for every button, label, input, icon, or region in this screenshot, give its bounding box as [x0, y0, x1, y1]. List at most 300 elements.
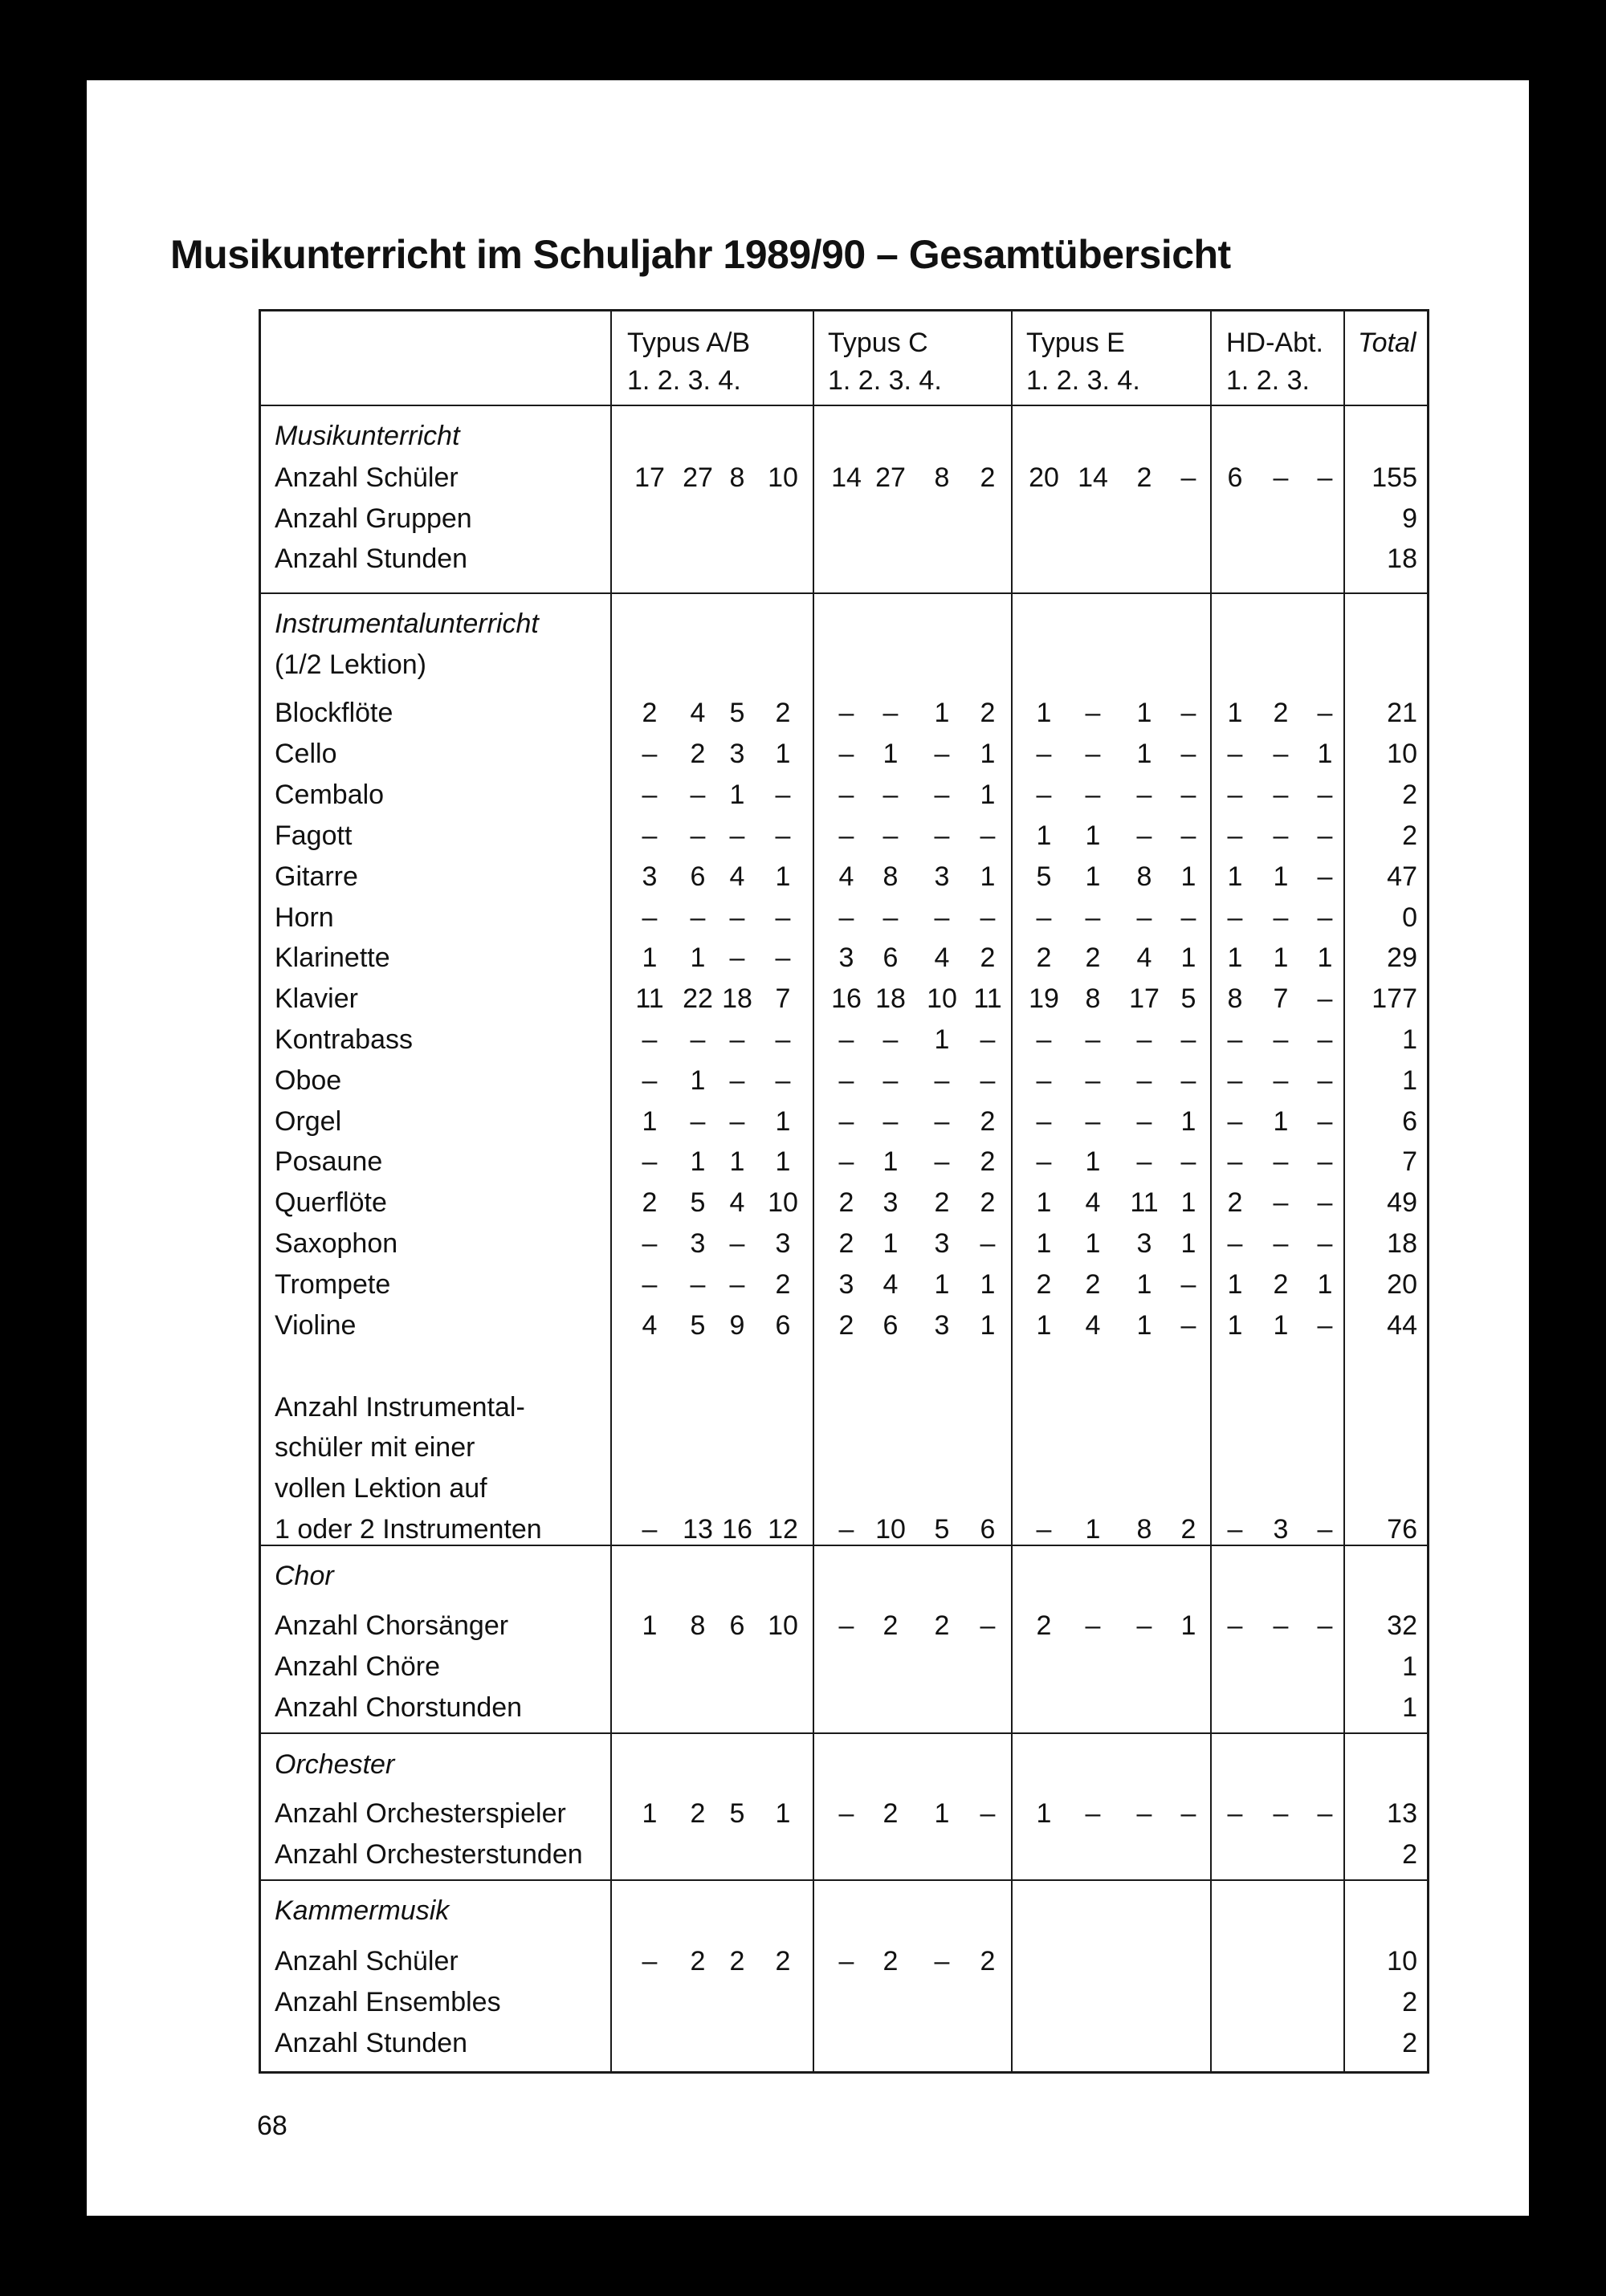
- row-label: Kontrabass: [275, 1024, 413, 1055]
- table-cell: 1: [1273, 1310, 1289, 1341]
- table-cell: 11: [973, 983, 1002, 1014]
- table-cell: –: [775, 1024, 791, 1055]
- row-label: Anzahl Chorstunden: [275, 1692, 523, 1723]
- table-cell: 4: [729, 1187, 745, 1218]
- table-cell: 1: [980, 739, 996, 769]
- table-cell: 2: [1036, 942, 1052, 973]
- table-cell: 2: [729, 1946, 745, 1976]
- row-label: Anzahl Schüler: [275, 462, 459, 493]
- total-cell: 2: [1402, 1987, 1417, 2017]
- table-cell: 4: [690, 698, 706, 728]
- table-cell: 3: [934, 1310, 950, 1341]
- table-cell: 1: [1136, 739, 1152, 769]
- table-cell: 6: [882, 1310, 899, 1341]
- table-cell: –: [1227, 1610, 1243, 1641]
- table-cell: –: [838, 1798, 854, 1829]
- table-cell: –: [642, 902, 658, 933]
- table-cell: –: [775, 942, 791, 973]
- table-cell: 11: [1130, 1187, 1159, 1218]
- table-cell: 1: [642, 942, 658, 973]
- table-cell: –: [934, 1146, 950, 1177]
- table-cell: 1: [775, 861, 791, 892]
- table-cell: –: [642, 1024, 658, 1055]
- table-cell: 1: [1036, 1187, 1052, 1218]
- table-cell: –: [1273, 902, 1289, 933]
- table-cell: 2: [1036, 1269, 1052, 1300]
- table-cell: –: [1036, 1065, 1052, 1096]
- table-cell: –: [882, 1106, 899, 1137]
- table-cell: –: [934, 739, 950, 769]
- table-cell: 3: [882, 1187, 899, 1218]
- table-cell: –: [1085, 902, 1101, 933]
- table-cell: –: [1085, 780, 1101, 810]
- table-cell: 2: [1085, 942, 1101, 973]
- table-cell: –: [934, 1106, 950, 1137]
- row-label: Anzahl Schüler: [275, 1946, 459, 1976]
- section-heading: Chor: [275, 1561, 334, 1591]
- table-cell: –: [690, 820, 706, 851]
- table-cell: 10: [927, 983, 957, 1014]
- table-cell: –: [1136, 1024, 1152, 1055]
- total-cell: 1: [1402, 1024, 1417, 1055]
- table-cell: –: [1036, 1106, 1052, 1137]
- table-cell: –: [1085, 1065, 1101, 1096]
- table-cell: –: [1317, 698, 1333, 728]
- row-label: Anzahl Ensembles: [275, 1987, 501, 2017]
- table-cell: –: [1317, 1798, 1333, 1829]
- table-cell: –: [838, 1065, 854, 1096]
- table-cell: 2: [1085, 1269, 1101, 1300]
- row-label: Orgel: [275, 1106, 342, 1137]
- table-row: [261, 1647, 1427, 1687]
- row-label: Anzahl Gruppen: [275, 503, 472, 534]
- table-cell: –: [882, 1024, 899, 1055]
- table-cell: –: [1085, 1610, 1101, 1641]
- table-cell: –: [690, 1106, 706, 1137]
- page-number: 68: [257, 2111, 287, 2141]
- table-row: [261, 1606, 1427, 1647]
- column-group-header: Typus E: [1026, 328, 1125, 358]
- section-divider: [261, 405, 1427, 406]
- total-cell: 2: [1402, 1839, 1417, 1870]
- table-cell: 1: [1085, 820, 1101, 851]
- table-cell: 2: [642, 698, 658, 728]
- total-cell: 18: [1387, 1228, 1417, 1259]
- table-cell: 6: [729, 1610, 745, 1641]
- table-cell: 1: [934, 1024, 950, 1055]
- table-cell: 1: [1136, 698, 1152, 728]
- table-cell: –: [1227, 820, 1243, 851]
- table-cell: 6: [690, 861, 706, 892]
- table-cell: –: [1317, 1187, 1333, 1218]
- table-cell: –: [1180, 1146, 1196, 1177]
- table-cell: 1: [1180, 942, 1196, 973]
- table-row: [261, 1427, 1427, 1468]
- section-heading: Kammermusik: [275, 1895, 450, 1926]
- table-cell: 6: [882, 942, 899, 973]
- table-cell: –: [980, 820, 996, 851]
- table-cell: 1: [1136, 1310, 1152, 1341]
- row-label: Anzahl Orchesterstunden: [275, 1839, 583, 1870]
- total-cell: 32: [1387, 1610, 1417, 1641]
- table-cell: –: [1227, 1065, 1243, 1096]
- section-divider: [261, 1879, 1427, 1881]
- table-cell: 1: [1273, 861, 1289, 892]
- column-group-header: HD-Abt.: [1226, 328, 1323, 358]
- table-cell: 2: [980, 1106, 996, 1137]
- table-cell: –: [690, 780, 706, 810]
- table-cell: 1: [690, 942, 706, 973]
- table-row: [261, 1468, 1427, 1509]
- page-title: Musikunterricht im Schuljahr 1989/90 – Gesamtübersicht: [170, 232, 1231, 277]
- table-cell: 2: [690, 739, 706, 769]
- total-cell: 21: [1387, 698, 1417, 728]
- table-row: [261, 458, 1427, 499]
- table-cell: –: [1317, 1610, 1333, 1641]
- table-cell: 1: [775, 1146, 791, 1177]
- table-cell: 1: [642, 1798, 658, 1829]
- row-label: 1 oder 2 Instrumenten: [275, 1514, 542, 1545]
- table-cell: 22: [683, 983, 713, 1014]
- section-heading: Musikunterricht: [275, 421, 460, 451]
- table-cell: 5: [1180, 983, 1196, 1014]
- row-label: Gitarre: [275, 861, 358, 892]
- table-cell: –: [1036, 739, 1052, 769]
- table-cell: –: [1180, 1024, 1196, 1055]
- total-cell: 10: [1387, 739, 1417, 769]
- row-label: Posaune: [275, 1146, 383, 1177]
- table-cell: 2: [934, 1187, 950, 1218]
- table-row: [261, 1982, 1427, 2023]
- table-cell: –: [729, 902, 745, 933]
- table-cell: 1: [1036, 820, 1052, 851]
- row-label: Anzahl Chöre: [275, 1651, 441, 1682]
- table-cell: 1: [1085, 1514, 1101, 1545]
- table-cell: 17: [1129, 983, 1160, 1014]
- table-cell: 2: [838, 1228, 854, 1259]
- table-cell: –: [1085, 1798, 1101, 1829]
- table-cell: 10: [768, 462, 798, 493]
- total-cell: 1: [1402, 1651, 1417, 1682]
- total-cell: 7: [1402, 1146, 1417, 1177]
- table-cell: –: [1085, 698, 1101, 728]
- table-row: [261, 857, 1427, 898]
- table-cell: –: [690, 1269, 706, 1300]
- table-cell: 27: [683, 462, 713, 493]
- column-group-header: Typus A/B: [627, 328, 751, 358]
- row-label: Anzahl Chorsänger: [275, 1610, 509, 1641]
- table-cell: 1: [882, 739, 899, 769]
- table-cell: 1: [1317, 942, 1333, 973]
- table-cell: 2: [980, 698, 996, 728]
- table-cell: –: [642, 1946, 658, 1976]
- table-cell: 1: [1227, 942, 1243, 973]
- table-cell: –: [1273, 1228, 1289, 1259]
- overview-table: [259, 309, 1429, 2074]
- table-cell: –: [642, 780, 658, 810]
- total-cell: 10: [1387, 1946, 1417, 1976]
- table-cell: –: [1273, 1065, 1289, 1096]
- total-cell: 49: [1387, 1187, 1417, 1218]
- table-cell: 1: [980, 1269, 996, 1300]
- table-row: [261, 499, 1427, 539]
- table-cell: –: [838, 1610, 854, 1641]
- table-row: [261, 1834, 1427, 1875]
- table-cell: 2: [980, 1946, 996, 1976]
- table-cell: 1: [1036, 1798, 1052, 1829]
- table-row: [261, 1264, 1427, 1305]
- table-cell: –: [1317, 462, 1333, 493]
- table-cell: 1: [642, 1610, 658, 1641]
- row-label: Cello: [275, 739, 337, 769]
- table-cell: –: [980, 1610, 996, 1641]
- table-cell: –: [1136, 780, 1152, 810]
- total-cell: 6: [1402, 1106, 1417, 1137]
- row-label: Horn: [275, 902, 334, 933]
- table-row: [261, 1793, 1427, 1834]
- table-cell: –: [690, 902, 706, 933]
- table-cell: 16: [831, 983, 862, 1014]
- table-cell: –: [1085, 1106, 1101, 1137]
- table-cell: 4: [838, 861, 854, 892]
- total-cell: 177: [1372, 983, 1417, 1014]
- column-group-header: Typus C: [828, 328, 928, 358]
- table-cell: –: [1273, 820, 1289, 851]
- table-cell: –: [729, 1024, 745, 1055]
- table-cell: –: [934, 780, 950, 810]
- table-cell: 1: [1085, 1146, 1101, 1177]
- table-cell: –: [1136, 1146, 1152, 1177]
- table-cell: 6: [775, 1310, 791, 1341]
- table-cell: –: [775, 1065, 791, 1096]
- table-cell: –: [1317, 780, 1333, 810]
- table-cell: 5: [729, 1798, 745, 1829]
- table-cell: 2: [882, 1610, 899, 1641]
- total-cell: 29: [1387, 942, 1417, 973]
- table-cell: 18: [875, 983, 906, 1014]
- table-row: [261, 1183, 1427, 1223]
- table-cell: 2: [934, 1610, 950, 1641]
- table-cell: 1: [1036, 1228, 1052, 1259]
- table-cell: 1: [775, 1798, 791, 1829]
- table-cell: 2: [775, 1946, 791, 1976]
- total-cell: 44: [1387, 1310, 1417, 1341]
- table-cell: 5: [1036, 861, 1052, 892]
- table-cell: 1: [934, 698, 950, 728]
- table-row: [261, 734, 1427, 775]
- table-cell: –: [1136, 902, 1152, 933]
- table-cell: 1: [980, 861, 996, 892]
- table-cell: 8: [1136, 1514, 1152, 1545]
- table-cell: –: [1227, 780, 1243, 810]
- table-cell: –: [838, 1946, 854, 1976]
- table-cell: 2: [980, 1187, 996, 1218]
- table-cell: –: [1180, 902, 1196, 933]
- row-label: (1/2 Lektion): [275, 649, 426, 680]
- table-cell: –: [838, 1024, 854, 1055]
- table-cell: –: [838, 698, 854, 728]
- table-cell: –: [690, 1024, 706, 1055]
- table-cell: 1: [1317, 739, 1333, 769]
- table-row: [261, 416, 1427, 457]
- table-cell: 7: [1273, 983, 1289, 1014]
- table-cell: –: [882, 902, 899, 933]
- table-cell: –: [729, 1106, 745, 1137]
- table-cell: –: [729, 942, 745, 973]
- table-cell: 1: [729, 1146, 745, 1177]
- total-cell: 2: [1402, 820, 1417, 851]
- section-divider: [261, 592, 1427, 594]
- table-cell: 3: [1273, 1514, 1289, 1545]
- table-cell: 1: [1036, 698, 1052, 728]
- table-cell: –: [934, 820, 950, 851]
- table-cell: 12: [768, 1514, 798, 1545]
- table-cell: 1: [1085, 861, 1101, 892]
- table-cell: –: [838, 780, 854, 810]
- total-cell: 1: [1402, 1065, 1417, 1096]
- table-cell: –: [642, 1269, 658, 1300]
- table-cell: –: [642, 739, 658, 769]
- table-cell: –: [642, 1228, 658, 1259]
- table-cell: 14: [831, 462, 862, 493]
- total-cell: 2: [1402, 2028, 1417, 2058]
- table-cell: 4: [642, 1310, 658, 1341]
- table-cell: 3: [934, 861, 950, 892]
- table-row: [261, 1941, 1427, 1982]
- table-cell: –: [1136, 1610, 1152, 1641]
- table-cell: –: [1136, 1798, 1152, 1829]
- table-row: [261, 1060, 1427, 1101]
- total-cell: 20: [1387, 1269, 1417, 1300]
- table-cell: –: [1180, 1269, 1196, 1300]
- table-cell: 2: [1036, 1610, 1052, 1641]
- row-label: Querflöte: [275, 1187, 387, 1218]
- table-cell: 2: [690, 1946, 706, 1976]
- table-cell: 1: [642, 1106, 658, 1137]
- table-cell: 8: [882, 861, 899, 892]
- table-cell: –: [1273, 1146, 1289, 1177]
- table-cell: 1: [1036, 1310, 1052, 1341]
- table-cell: –: [729, 1065, 745, 1096]
- table-cell: –: [980, 1024, 996, 1055]
- row-label: Saxophon: [275, 1228, 398, 1259]
- table-cell: –: [934, 902, 950, 933]
- table-cell: –: [1273, 1798, 1289, 1829]
- row-label: Fagott: [275, 820, 353, 851]
- row-label: Cembalo: [275, 780, 385, 810]
- table-cell: 3: [1136, 1228, 1152, 1259]
- table-cell: 8: [1085, 983, 1101, 1014]
- table-cell: 1: [1227, 1310, 1243, 1341]
- table-cell: 1: [1180, 861, 1196, 892]
- row-label: Anzahl Stunden: [275, 2028, 468, 2058]
- table-cell: 8: [690, 1610, 706, 1641]
- table-cell: 1: [775, 1106, 791, 1137]
- row-label: Anzahl Orchesterspieler: [275, 1798, 566, 1829]
- table-row: [261, 1101, 1427, 1142]
- table-cell: 4: [934, 942, 950, 973]
- table-cell: 1: [1180, 1106, 1196, 1137]
- table-cell: 4: [882, 1269, 899, 1300]
- table-row: [261, 1744, 1427, 1785]
- table-row: [261, 693, 1427, 734]
- table-cell: –: [1036, 902, 1052, 933]
- table-cell: 9: [729, 1310, 745, 1341]
- table-cell: –: [980, 1798, 996, 1829]
- table-cell: –: [1317, 1106, 1333, 1137]
- table-cell: 1: [1317, 1269, 1333, 1300]
- table-cell: –: [1317, 1310, 1333, 1341]
- row-label: Klarinette: [275, 942, 390, 973]
- table-cell: –: [1180, 1798, 1196, 1829]
- table-cell: –: [882, 698, 899, 728]
- table-cell: 2: [980, 462, 996, 493]
- table-cell: 1: [980, 780, 996, 810]
- row-label: Anzahl Stunden: [275, 543, 468, 574]
- table-cell: –: [980, 1065, 996, 1096]
- table-cell: 1: [729, 780, 745, 810]
- table-row: [261, 1305, 1427, 1346]
- table-cell: 2: [1273, 1269, 1289, 1300]
- row-label: Violine: [275, 1310, 357, 1341]
- table-cell: –: [1227, 1106, 1243, 1137]
- table-cell: –: [1317, 1146, 1333, 1177]
- section-heading: Instrumentalunterricht: [275, 609, 539, 639]
- table-cell: –: [980, 1228, 996, 1259]
- table-cell: 2: [1136, 462, 1152, 493]
- table-cell: –: [1180, 780, 1196, 810]
- table-cell: 2: [882, 1798, 899, 1829]
- table-row: [261, 1223, 1427, 1264]
- table-cell: 1: [980, 1310, 996, 1341]
- total-cell: 18: [1387, 543, 1417, 574]
- table-cell: 10: [768, 1187, 798, 1218]
- table-cell: –: [642, 1065, 658, 1096]
- table-cell: –: [1180, 462, 1196, 493]
- table-cell: –: [729, 1269, 745, 1300]
- table-cell: –: [1036, 1146, 1052, 1177]
- table-cell: 20: [1029, 462, 1059, 493]
- row-label: Blockflöte: [275, 698, 393, 728]
- table-cell: –: [1273, 1187, 1289, 1218]
- table-row: [261, 604, 1427, 645]
- table-cell: –: [1227, 1024, 1243, 1055]
- table-cell: 2: [775, 698, 791, 728]
- table-cell: –: [882, 820, 899, 851]
- table-cell: –: [1085, 1024, 1101, 1055]
- table-cell: –: [1317, 861, 1333, 892]
- table-row: [261, 2023, 1427, 2064]
- column-subheader: 1. 2. 3. 4.: [828, 365, 942, 396]
- table-cell: –: [1227, 1146, 1243, 1177]
- table-row: [261, 1509, 1427, 1550]
- table-cell: 2: [838, 1310, 854, 1341]
- table-row: [261, 1687, 1427, 1728]
- table-cell: –: [934, 1065, 950, 1096]
- table-cell: –: [838, 820, 854, 851]
- row-label: Anzahl Instrumental-: [275, 1392, 525, 1423]
- table-cell: –: [1180, 739, 1196, 769]
- table-cell: 1: [1085, 1228, 1101, 1259]
- table-cell: 8: [1227, 983, 1243, 1014]
- table-row: [261, 645, 1427, 686]
- table-cell: 1: [934, 1798, 950, 1829]
- total-cell: 13: [1387, 1798, 1417, 1829]
- table-cell: –: [934, 1946, 950, 1976]
- table-cell: 3: [838, 1269, 854, 1300]
- table-cell: 3: [729, 739, 745, 769]
- table-cell: 1: [1227, 861, 1243, 892]
